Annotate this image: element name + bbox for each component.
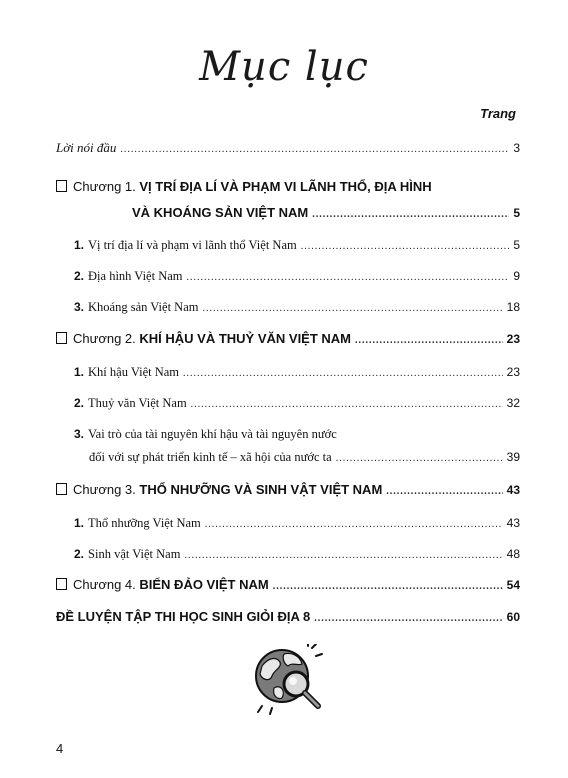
page-ref: 23 [506, 332, 520, 346]
chapter-4-heading[interactable] [56, 577, 520, 592]
trang-label: Trang [480, 106, 516, 121]
page-ref: 43 [506, 483, 520, 497]
item-label: Địa hình Việt Nam [88, 269, 183, 283]
page-ref: 18 [506, 300, 520, 314]
toc-entry[interactable] [74, 267, 520, 285]
globe-magnifier-icon [252, 644, 326, 716]
checkbox-icon [56, 332, 67, 344]
toc-entry[interactable] [74, 236, 520, 254]
leader-dots [386, 486, 502, 497]
intro-label: Lời nói đầu [56, 140, 117, 155]
item-number: 2. [74, 547, 85, 561]
leader-dots [187, 272, 510, 283]
page-ref: 32 [506, 396, 520, 410]
page-number: 4 [56, 741, 64, 756]
chapter-title: KHÍ HẬU VÀ THUỶ VĂN VIỆT NAM [139, 331, 352, 346]
page-ref: 9 [513, 269, 520, 283]
chapter-prefix: Chương 4. [73, 577, 136, 592]
chapter-1-heading-line2[interactable] [132, 205, 520, 220]
leader-dots [273, 581, 503, 592]
page-ref: 5 [513, 206, 520, 220]
item-number: 1. [74, 516, 85, 530]
leader-dots [336, 453, 503, 464]
checkbox-icon [56, 180, 67, 192]
toc-entry[interactable] [74, 514, 520, 532]
chapter-title: BIỂN ĐẢO VIỆT NAM [139, 577, 269, 592]
chapter-prefix: Chương 1. [73, 179, 136, 194]
chapter-3-heading[interactable] [56, 482, 520, 497]
item-number: 2. [74, 396, 85, 410]
leader-dots [314, 613, 502, 624]
checkbox-icon [56, 483, 67, 495]
item-label: Khoáng sản Việt Nam [88, 300, 199, 314]
item-label: Khí hậu Việt Nam [88, 365, 180, 379]
leader-dots [184, 550, 502, 561]
item-label: Thổ nhưỡng Việt Nam [88, 516, 201, 530]
item-label: Sinh vật Việt Nam [88, 547, 181, 561]
item-label: Thuỷ văn Việt Nam [88, 396, 187, 410]
toc-entry-exam[interactable] [56, 609, 520, 624]
chapter-title: VỊ TRÍ ĐỊA LÍ VÀ PHẠM VI LÃNH THỔ, ĐỊA HÌNH [139, 179, 432, 194]
chapter-1-heading[interactable] [56, 179, 432, 194]
item-number: 1. [74, 365, 85, 379]
item-number: 1. [74, 238, 85, 252]
leader-dots [120, 144, 509, 155]
item-number: 3. [74, 300, 85, 314]
leader-dots [355, 335, 503, 346]
toc-entry-multiline[interactable] [74, 425, 337, 443]
page-ref: 43 [506, 516, 520, 530]
leader-dots [205, 519, 503, 530]
chapter-title: THỔ NHƯỠNG VÀ SINH VẬT VIỆT NAM [139, 482, 383, 497]
toc-entry[interactable] [74, 545, 520, 563]
toc-entry-cont[interactable] [89, 450, 520, 465]
chapter-2-heading[interactable] [56, 331, 520, 346]
leader-dots [202, 303, 502, 314]
checkbox-icon [56, 578, 67, 590]
page-ref: 23 [506, 365, 520, 379]
page-ref: 3 [513, 141, 520, 155]
exam-label: ĐỀ LUYỆN TẬP THI HỌC SINH GIỎI ĐỊA 8 [56, 609, 311, 624]
leader-dots [301, 241, 510, 252]
page-ref: 39 [506, 450, 520, 464]
toc-entry[interactable] [74, 363, 520, 381]
toc-title: Mục lục [199, 44, 369, 90]
toc-entry-intro[interactable] [56, 140, 520, 156]
chapter-title-cont: VÀ KHOÁNG SẢN VIỆT NAM [132, 205, 309, 220]
chapter-prefix: Chương 2. [73, 331, 136, 346]
leader-dots [183, 368, 503, 379]
item-label: Vị trí địa lí và phạm vi lãnh thổ Việt Nam [88, 238, 297, 252]
page-ref: 60 [506, 610, 520, 624]
item-number: 3. [74, 427, 85, 441]
page-ref: 48 [506, 547, 520, 561]
item-label: Vai trò của tài nguyên khí hậu và tài nguyên nước [88, 427, 337, 441]
item-label-cont: đối với sự phát triển kinh tế – xã hội của nước ta [89, 450, 332, 464]
leader-dots [191, 399, 503, 410]
page-ref: 54 [506, 578, 520, 592]
chapter-prefix: Chương 3. [73, 482, 136, 497]
item-number: 2. [74, 269, 85, 283]
page-ref: 5 [513, 238, 520, 252]
toc-entry[interactable] [74, 298, 520, 316]
toc-entry[interactable] [74, 394, 520, 412]
leader-dots [312, 209, 509, 220]
